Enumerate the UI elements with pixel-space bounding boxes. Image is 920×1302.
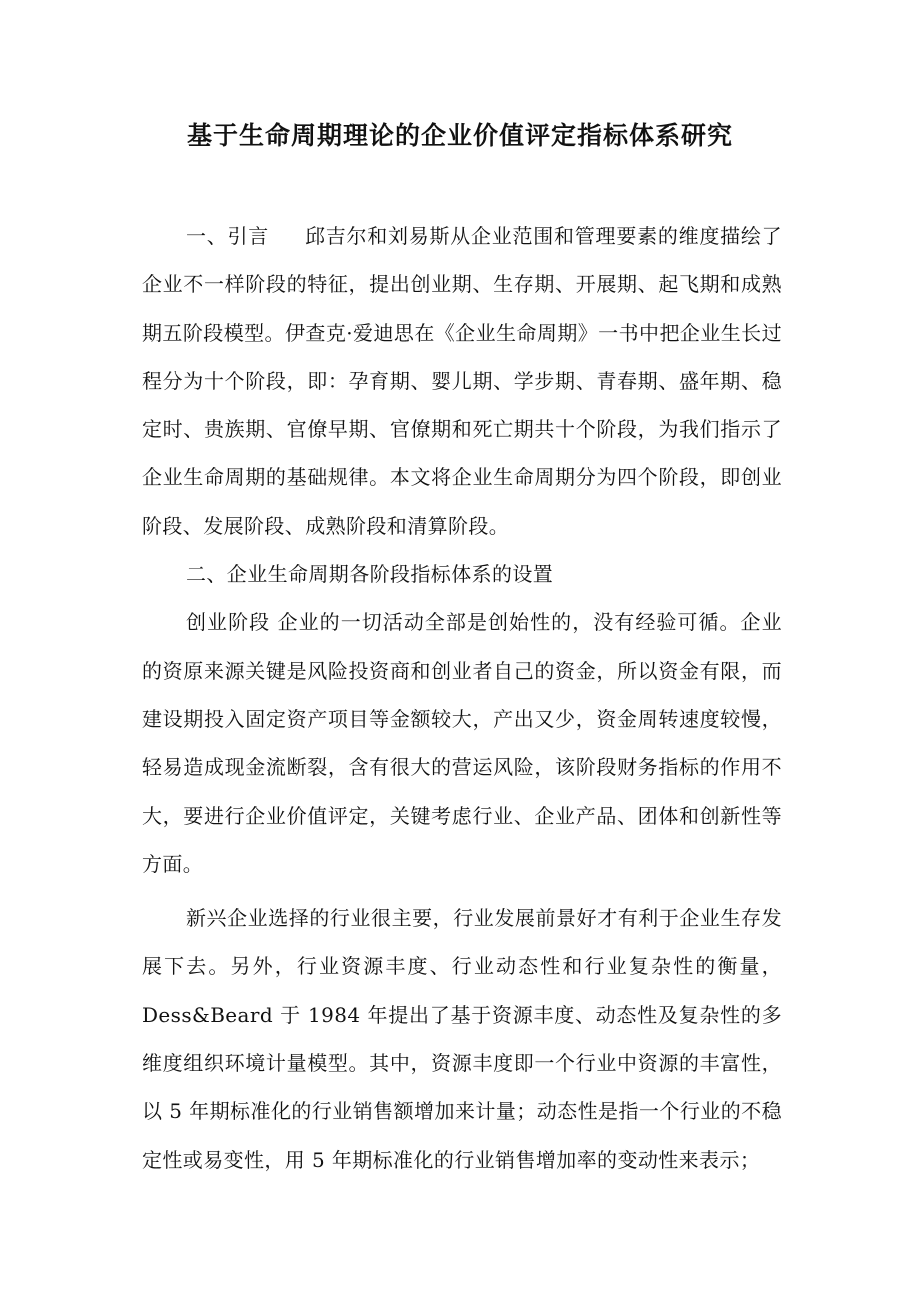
paragraph-introduction: [142, 212, 782, 550]
section-heading-indicator-system: 二、企业生命周期各阶段指标体系的设置: [186, 562, 554, 587]
paragraph-startup-stage: 创业阶段 企业的一切活动全部是创始性的，没有经验可循。企业的资原来源关键是风险投资商和创业者自己的资金，所以资金有限，而建设期投入固定资产项目等金额较大，产出又少，资金周转速度较慢，轻易造成现金流断裂，含有很大的营运风险，该阶段财务指标的作用不大，要进行企业价值评定，关键考虑行业、企业产品、团体和创新性等方面。: [142, 610, 782, 876]
paragraph-industry-selection: 新兴企业选择的行业很主要，行业发展前景好才有利于企业生存发展下去。另外，行业资源丰度、行业动态性和行业复杂性的衡量，Dess&Beard 于 1984 年提出了基于资源丰度、动态性及复杂性的多维度组织环境计量模型。其中，资源丰度即一个行业中资源的丰富性，以 5 年期标准化的行业销售额增加来计量；动态性是指一个行业的不稳定性或易变性，用 5 年期标准化的行业销售增加率的变动性来表示；: [142, 906, 782, 1172]
document-title: 基于生命周期理论的企业价值评定指标体系研究: [186, 121, 733, 150]
section-heading-introduction: 一、引言: [186, 224, 270, 248]
introduction-text: 邱吉尔和刘易斯从企业范围和管理要素的维度描绘了企业不一样阶段的特征，提出创业期、生存期、开展期、起飞期和成熟期五阶段模型。伊查克·爱迪思在《企业生命周期》一书中把企业生长过程分为十个阶段，即：孕育期、婴儿期、学步期、青春期、盛年期、稳定时、贵族期、官僚早期、官僚期和死亡期共十个阶段，为我们指示了企业生命周期的基础规律。本文将企业生命周期分为四个阶段，即创业阶段、发展阶段、成熟阶段和清算阶段。: [142, 224, 782, 538]
document-body: [142, 212, 782, 1184]
